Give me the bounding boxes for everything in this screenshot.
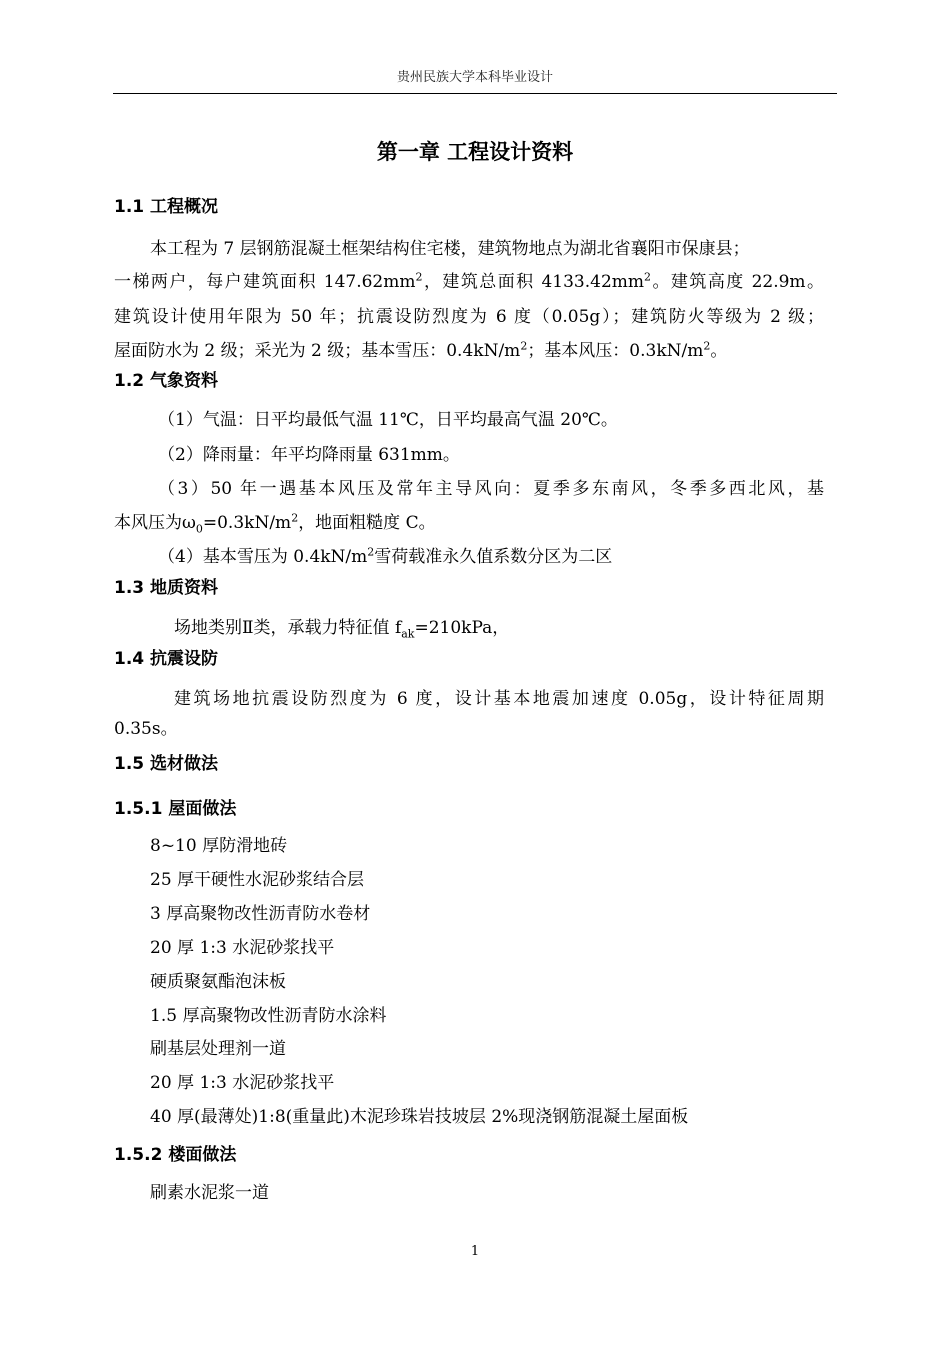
paragraph-line: （2）降雨量：年平均降雨量 631mm。	[158, 445, 460, 465]
subsection-heading-1-5-2: 1.5.2 楼面做法	[114, 1145, 237, 1165]
section-heading-1-4: 1.4 抗震设防	[114, 649, 219, 669]
section-heading-1-3: 1.3 地质资料	[114, 578, 219, 598]
list-item: 25 厚干硬性水泥砂浆结合层	[150, 870, 365, 890]
paragraph-line: 建筑场地抗震设防烈度为 6 度，设计基本地震加速度 0.05g，设计特征周期	[174, 689, 824, 709]
section-heading-1-1: 1.1 工程概况	[114, 197, 219, 217]
paragraph-line: 一梯两户，每户建筑面积 $147.62mm^2$，建筑总面积 $4133.42mm^2$。建筑高度 22.9m。	[114, 270, 824, 292]
header-rule	[113, 93, 837, 94]
list-item: 20 厚 1:3 水泥砂浆找平	[150, 938, 335, 958]
list-item: 硬质聚氨酯泡沫板	[150, 972, 286, 992]
subsection-heading-1-5-1: 1.5.1 屋面做法	[114, 799, 237, 819]
chapter-title: 第一章 工程设计资料	[376, 139, 574, 164]
paragraph-line: 本工程为 7 层钢筋混凝土框架结构住宅楼，建筑物地点为湖北省襄阳市保康县；	[150, 239, 750, 259]
paragraph-line: 屋面防水为 2 级；采光为 2 级；基本雪压：$0.4kN/m^2$；基本风压：$0.3kN/m^2$。	[114, 339, 728, 361]
section-heading-1-5: 1.5 选材做法	[114, 754, 219, 774]
section-heading-1-2: 1.2 气象资料	[114, 371, 219, 391]
list-item: 3 厚高聚物改性沥青防水卷材	[150, 904, 371, 924]
paragraph-line: （1）气温：日平均最低气温 11℃，日平均最高气温 20℃。	[158, 410, 618, 430]
list-item: 刷基层处理剂一道	[150, 1039, 286, 1059]
paragraph-line: 本风压为$\omega_0=0.3kN/m^2$，地面粗糙度 C。	[114, 511, 436, 536]
page-number: 1	[470, 1244, 480, 1259]
list-item: 20 厚 1:3 水泥砂浆找平	[150, 1073, 335, 1093]
list-item: 1.5 厚高聚物改性沥青防水涂料	[150, 1006, 387, 1026]
paragraph-line: 建筑设计使用年限为 50 年；抗震设防烈度为 6 度（0.05g）；建筑防火等级为 2 级；	[114, 307, 824, 327]
list-item: 刷素水泥浆一道	[150, 1183, 269, 1203]
paragraph-line: 0.35s。	[114, 719, 178, 739]
list-item: 40 厚(最薄处)1:8(重量此)木泥珍珠岩技坡层 2%现浇钢筋混凝土屋面板	[150, 1107, 689, 1127]
paragraph-line: （3）50 年一遇基本风压及常年主导风向：夏季多东南风，冬季多西北风，基	[158, 479, 824, 499]
list-item: 8~10 厚防滑地砖	[150, 836, 288, 856]
paragraph-line: 场地类别Ⅱ类，承载力特征值 $f_{ak}=210kPa$，	[174, 618, 510, 641]
paragraph-line: （4）基本雪压为 $0.4kN/m^2$雪荷载准永久值系数分区为二区	[158, 545, 613, 567]
page-header: 贵州民族大学本科毕业设计	[396, 70, 553, 85]
